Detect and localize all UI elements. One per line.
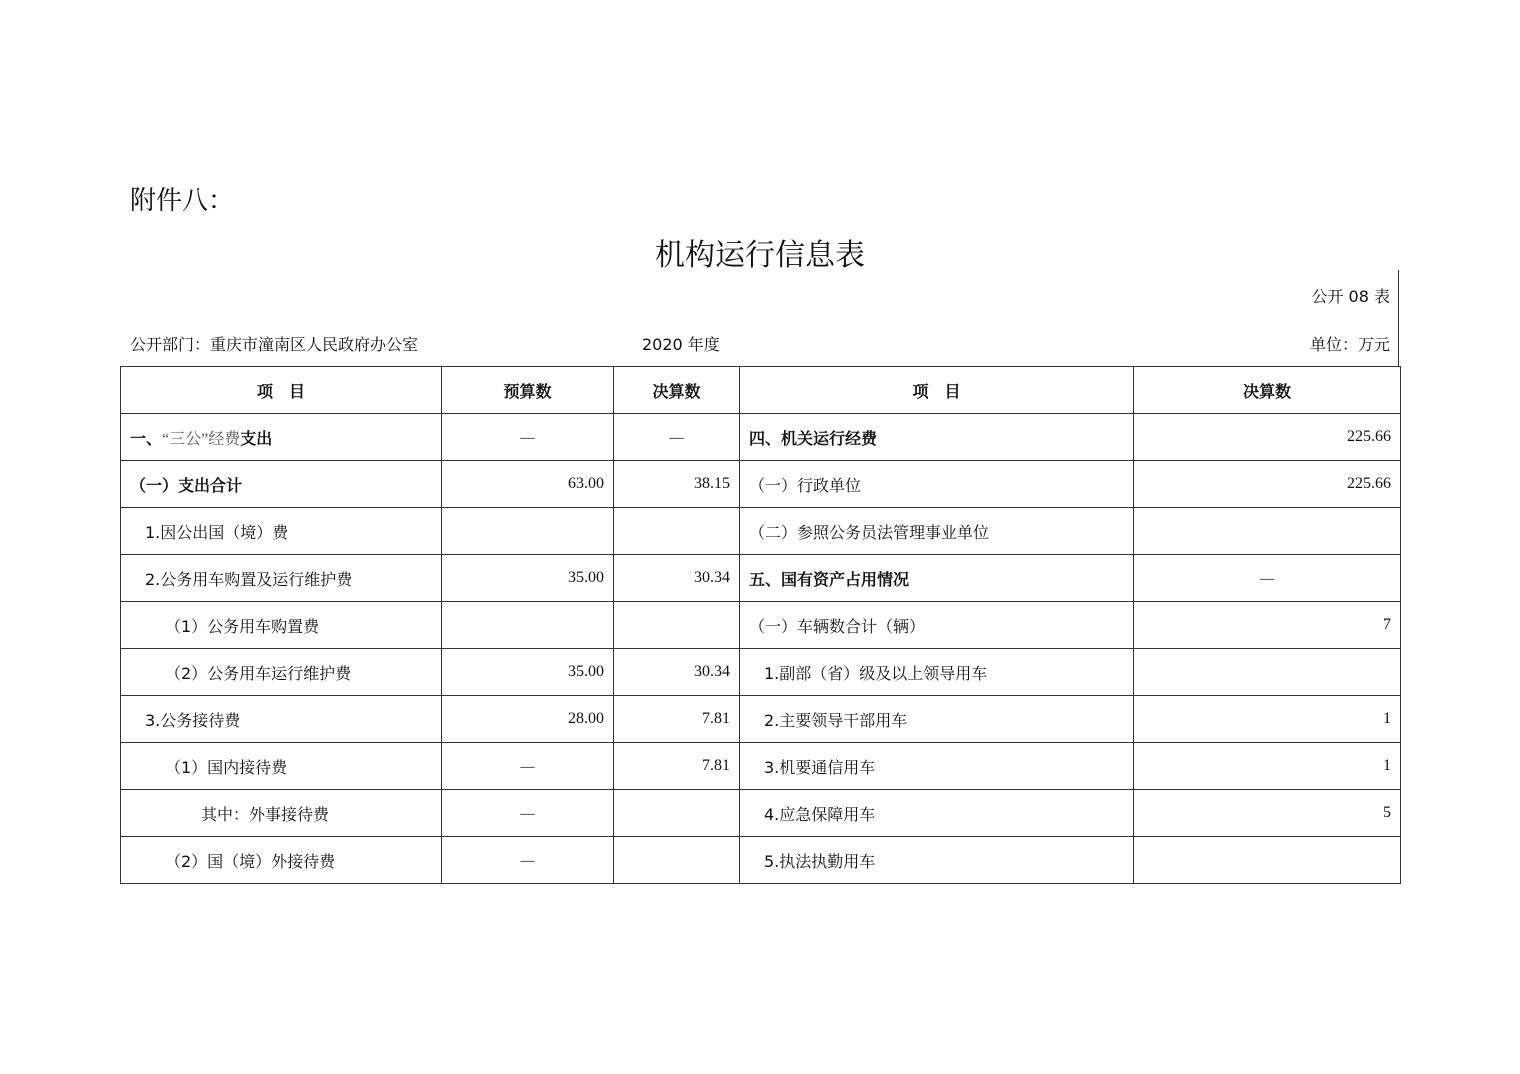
- department-label: 公开部门：重庆市潼南区人民政府办公室: [130, 335, 419, 354]
- table-header-row: [121, 367, 1401, 414]
- right-value: 5: [1134, 790, 1401, 837]
- row-label: （2）国（境）外接待费: [121, 837, 442, 884]
- budget-value: 35.00: [442, 649, 614, 696]
- attachment-label: 附件八：: [130, 186, 235, 216]
- final-value: 38.15: [614, 461, 740, 508]
- right-row-label: 1.副部（省）级及以上领导用车: [740, 649, 1134, 696]
- page-title: 机构运行信息表: [655, 238, 865, 273]
- form-number: 公开 08 表: [1311, 287, 1390, 306]
- header-final: 决算数: [614, 367, 740, 414]
- table-row: [121, 461, 1401, 508]
- right-row-label: 四、机关运行经费: [740, 414, 1134, 461]
- header-item-right: 项 目: [740, 367, 1134, 414]
- table-row: [121, 649, 1401, 696]
- right-value: 1: [1134, 743, 1401, 790]
- right-row-label: （一）行政单位: [740, 461, 1134, 508]
- final-value: 7.81: [614, 743, 740, 790]
- right-value: —: [1134, 555, 1401, 602]
- right-row-label: 4.应急保障用车: [740, 790, 1134, 837]
- row-label-prefix: 一、: [130, 428, 163, 448]
- right-value: 7: [1134, 602, 1401, 649]
- table-row: [121, 743, 1401, 790]
- right-row-label: 五、国有资产占用情况: [740, 555, 1134, 602]
- budget-value: —: [442, 414, 614, 461]
- right-value: 225.66: [1134, 414, 1401, 461]
- right-value: [1134, 649, 1401, 696]
- right-row-label: （二）参照公务员法管理事业单位: [740, 508, 1134, 555]
- budget-value: 35.00: [442, 555, 614, 602]
- right-row-label: （一）车辆数合计（辆）: [740, 602, 1134, 649]
- right-value: 225.66: [1134, 461, 1401, 508]
- header-budget: 预算数: [442, 367, 614, 414]
- row-label: [121, 414, 442, 461]
- final-value: [614, 508, 740, 555]
- unit-label: 单位：万元: [1309, 335, 1390, 354]
- header-item: 项 目: [121, 367, 442, 414]
- row-label: （一）支出合计: [121, 461, 442, 508]
- final-value: 30.34: [614, 555, 740, 602]
- budget-value: [442, 508, 614, 555]
- row-label: （1）国内接待费: [121, 743, 442, 790]
- final-value: 7.81: [614, 696, 740, 743]
- budget-value: —: [442, 790, 614, 837]
- budget-value: 63.00: [442, 461, 614, 508]
- final-value: [614, 837, 740, 884]
- final-value: —: [614, 414, 740, 461]
- table-row: [121, 790, 1401, 837]
- info-table: [120, 366, 1401, 884]
- table-row: [121, 555, 1401, 602]
- row-label: 2.公务用车购置及运行维护费: [121, 555, 442, 602]
- final-value: [614, 602, 740, 649]
- right-row-label: 2.主要领导干部用车: [740, 696, 1134, 743]
- table-row: [121, 508, 1401, 555]
- budget-value: —: [442, 743, 614, 790]
- table-row: [121, 602, 1401, 649]
- table-row: [121, 696, 1401, 743]
- table-row: [121, 837, 1401, 884]
- table-row: [121, 414, 1401, 461]
- right-value: [1134, 508, 1401, 555]
- row-label: 1.因公出国（境）费: [121, 508, 442, 555]
- final-value: 30.34: [614, 649, 740, 696]
- right-row-label: 5.执法执勤用车: [740, 837, 1134, 884]
- header-final-right: 决算数: [1134, 367, 1401, 414]
- right-value: 1: [1134, 696, 1401, 743]
- row-label: 其中：外事接待费: [121, 790, 442, 837]
- budget-value: —: [442, 837, 614, 884]
- row-label: （2）公务用车运行维护费: [121, 649, 442, 696]
- right-value: [1134, 837, 1401, 884]
- margin-line: [1398, 270, 1399, 366]
- row-label: 3.公务接待费: [121, 696, 442, 743]
- right-row-label: 3.机要通信用车: [740, 743, 1134, 790]
- budget-value: [442, 602, 614, 649]
- budget-value: 28.00: [442, 696, 614, 743]
- row-label-middle: “三公”经费: [162, 430, 241, 448]
- row-label-suffix: 支出: [240, 428, 273, 448]
- final-value: [614, 790, 740, 837]
- row-label: （1）公务用车购置费: [121, 602, 442, 649]
- year-label: 2020 年度: [642, 335, 720, 354]
